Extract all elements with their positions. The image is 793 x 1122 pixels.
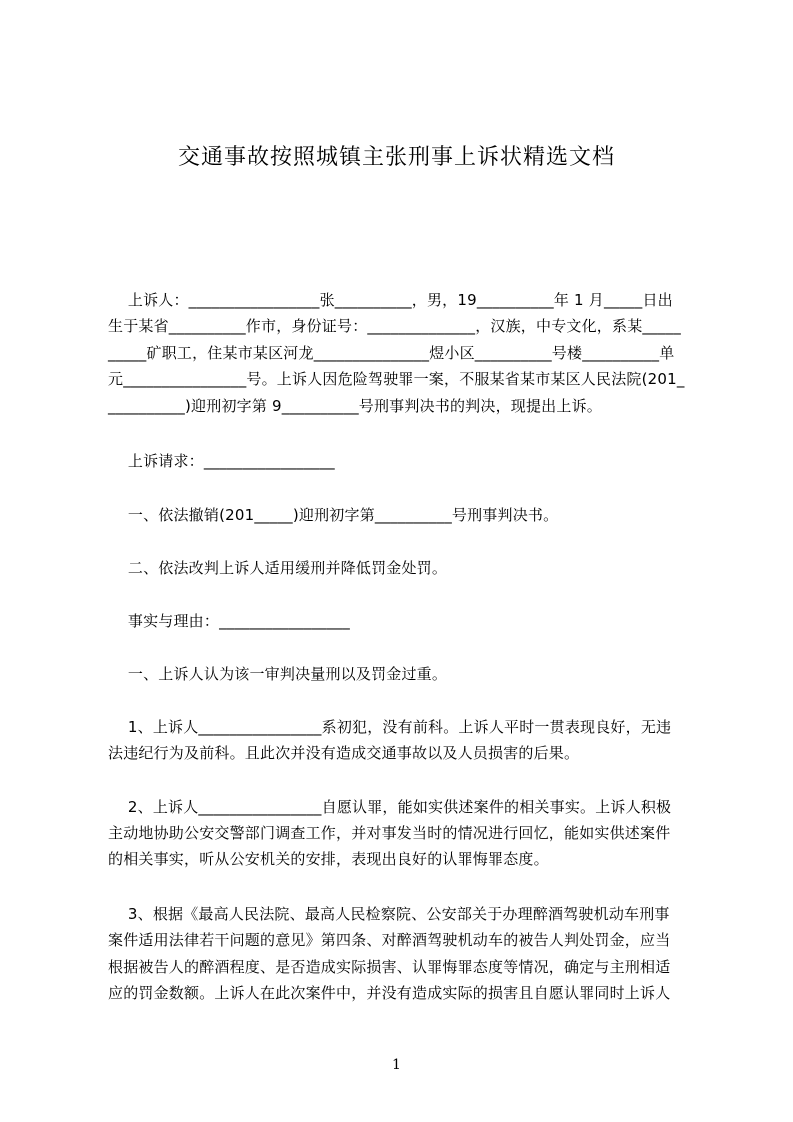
body-line: 元________________号。上诉人因危险驾驶罪一案，不服某省某市某区人民法院(201_ xyxy=(108,370,685,388)
body-line: 1、上诉人________________系初犯，没有前科。上诉人平时一贯表现良好，无违 xyxy=(108,718,672,736)
body-line: 上诉人：_________________张__________，男，19__________年 1 月_____日出 xyxy=(108,291,673,309)
body-line: 一、依法撤销(201_____)迎刑初字第__________号刑事判决书。 xyxy=(108,506,559,524)
body-line: 的相关事实，听从公安机关的安排，表现出良好的认罪悔罪态度。 xyxy=(108,850,549,868)
body-line: 生于某省__________作市，身份证号：______________，汉族，中专文化，系某_____ xyxy=(108,317,681,335)
document-title: 交通事故按照城镇主张刑事上诉状精选文档 xyxy=(177,145,615,170)
body-line: 2、上诉人________________自愿认罪，能如实供述案件的相关事实。上诉人积极 xyxy=(108,798,672,816)
body-line: 主动地协助公安交警部门调查工作，并对事发当时的情况进行回忆，能如实供述案件 xyxy=(108,824,671,842)
page-number: 1 xyxy=(392,1057,401,1073)
body-line: 二、依法改判上诉人适用缓刑并降低罚金处罚。 xyxy=(108,559,448,577)
body-line: 法违纪行为及前科。且此次并没有造成交通事故以及人员损害的后果。 xyxy=(108,744,580,762)
body-line: 一、上诉人认为该一审判决量刑以及罚金过重。 xyxy=(108,665,448,683)
body-line: _____矿职工，住某市某区河龙_______________煜小区__________号楼__________单 xyxy=(108,344,675,362)
body-line: 3、根据《最高人民法院、最高人民检察院、公安部关于办理醉酒驾驶机动车刑事 xyxy=(108,905,670,923)
body-line: 应的罚金数额。上诉人在此次案件中，并没有造成实际的损害且自愿认罪同时上诉人 xyxy=(108,984,671,1002)
body-line: 事实与理由：_________________ xyxy=(108,612,350,630)
body-line: 根据被告人的醉酒程度、是否造成实际损害、认罪悔罪态度等情况，确定与主刑相适 xyxy=(108,958,671,976)
body-line: __________)迎刑初字第 9__________号刑事判决书的判决，现提出上诉。 xyxy=(108,397,602,415)
body-line: 案件适用法律若干问题的意见》第四条、对醉酒驾驶机动车的被告人判处罚金，应当 xyxy=(108,931,671,949)
body-line: 上诉请求：_________________ xyxy=(108,452,335,470)
